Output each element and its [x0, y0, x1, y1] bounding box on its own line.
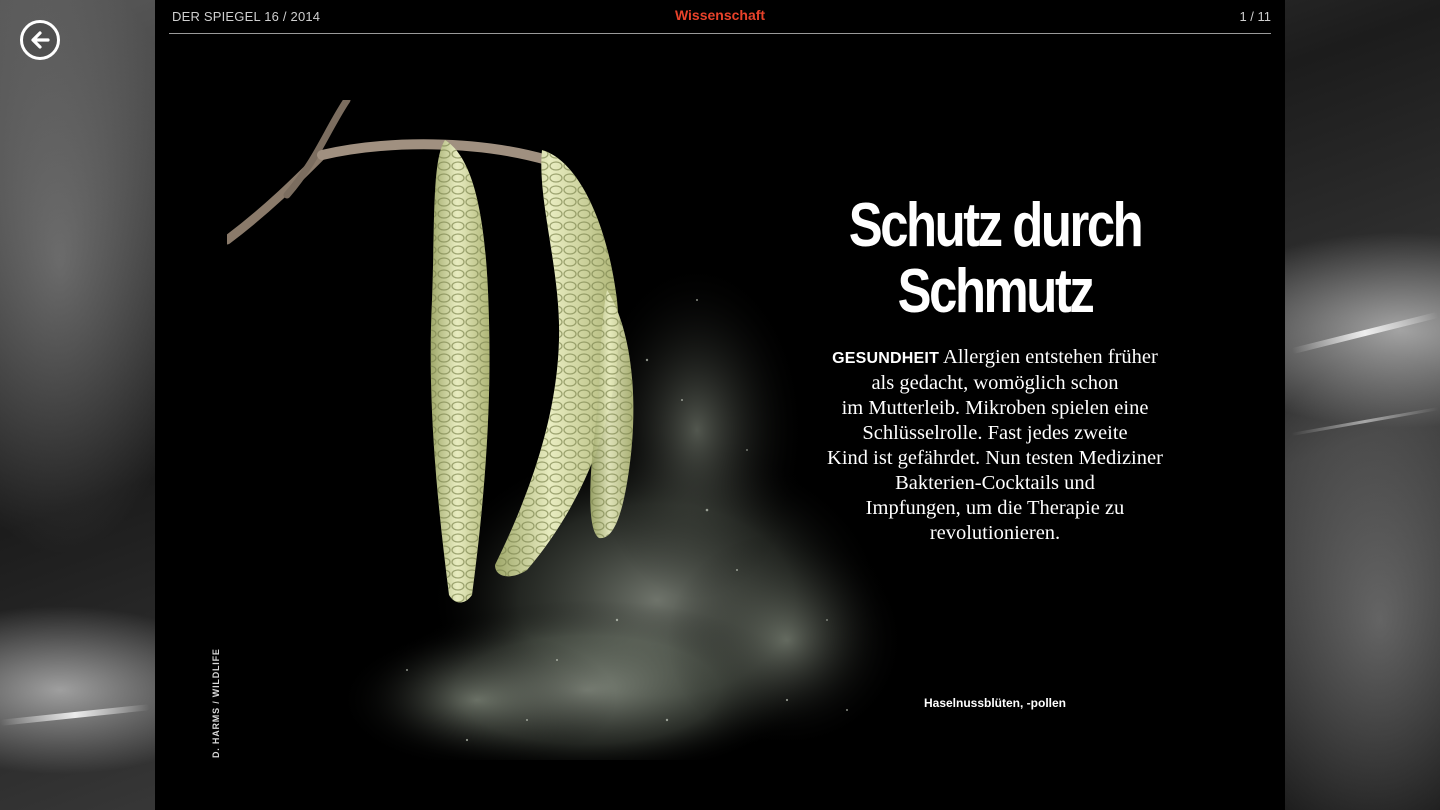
lead-line: als gedacht, womöglich schon	[871, 372, 1119, 394]
lead-text: Allergien entstehen früher	[943, 346, 1158, 368]
lead-line: Bakterien-Cocktails und	[895, 472, 1095, 494]
article-headline	[815, 193, 1176, 325]
back-button[interactable]	[20, 20, 60, 60]
arrow-left-circle-icon	[28, 28, 52, 52]
page-indicator: 1 / 11	[1239, 9, 1271, 24]
lead-line: im Mutterleib. Mikroben spielen eine	[841, 397, 1149, 419]
background-light-streak	[1291, 407, 1439, 436]
publication-label: DER SPIEGEL 16 / 2014	[172, 9, 321, 24]
photo-caption: Haselnussblüten, -pollen	[923, 696, 1067, 710]
magazine-page[interactable]	[155, 0, 1285, 810]
headline-line: Schutz durch	[848, 191, 1142, 260]
lead-line: Schlüsselrolle. Fast jedes zweite	[862, 422, 1128, 444]
article-kicker: GESUNDHEIT	[832, 350, 940, 367]
section-title: Wissenschaft	[674, 7, 766, 23]
headline-line: Schmutz	[897, 257, 1093, 326]
background-light-streak	[0, 704, 150, 726]
page-header	[169, 0, 1271, 34]
article-lead	[795, 345, 1195, 546]
lead-line: Kind ist gefährdet. Nun testen Mediziner	[827, 447, 1163, 469]
lead-line	[795, 345, 1195, 371]
photo-credit: D. HARMS / WILDLIFE	[211, 648, 221, 758]
lead-line: Impfungen, um die Therapie zu	[865, 497, 1125, 519]
background-light-streak	[1292, 312, 1439, 354]
lead-line: revolutionieren.	[929, 522, 1061, 544]
